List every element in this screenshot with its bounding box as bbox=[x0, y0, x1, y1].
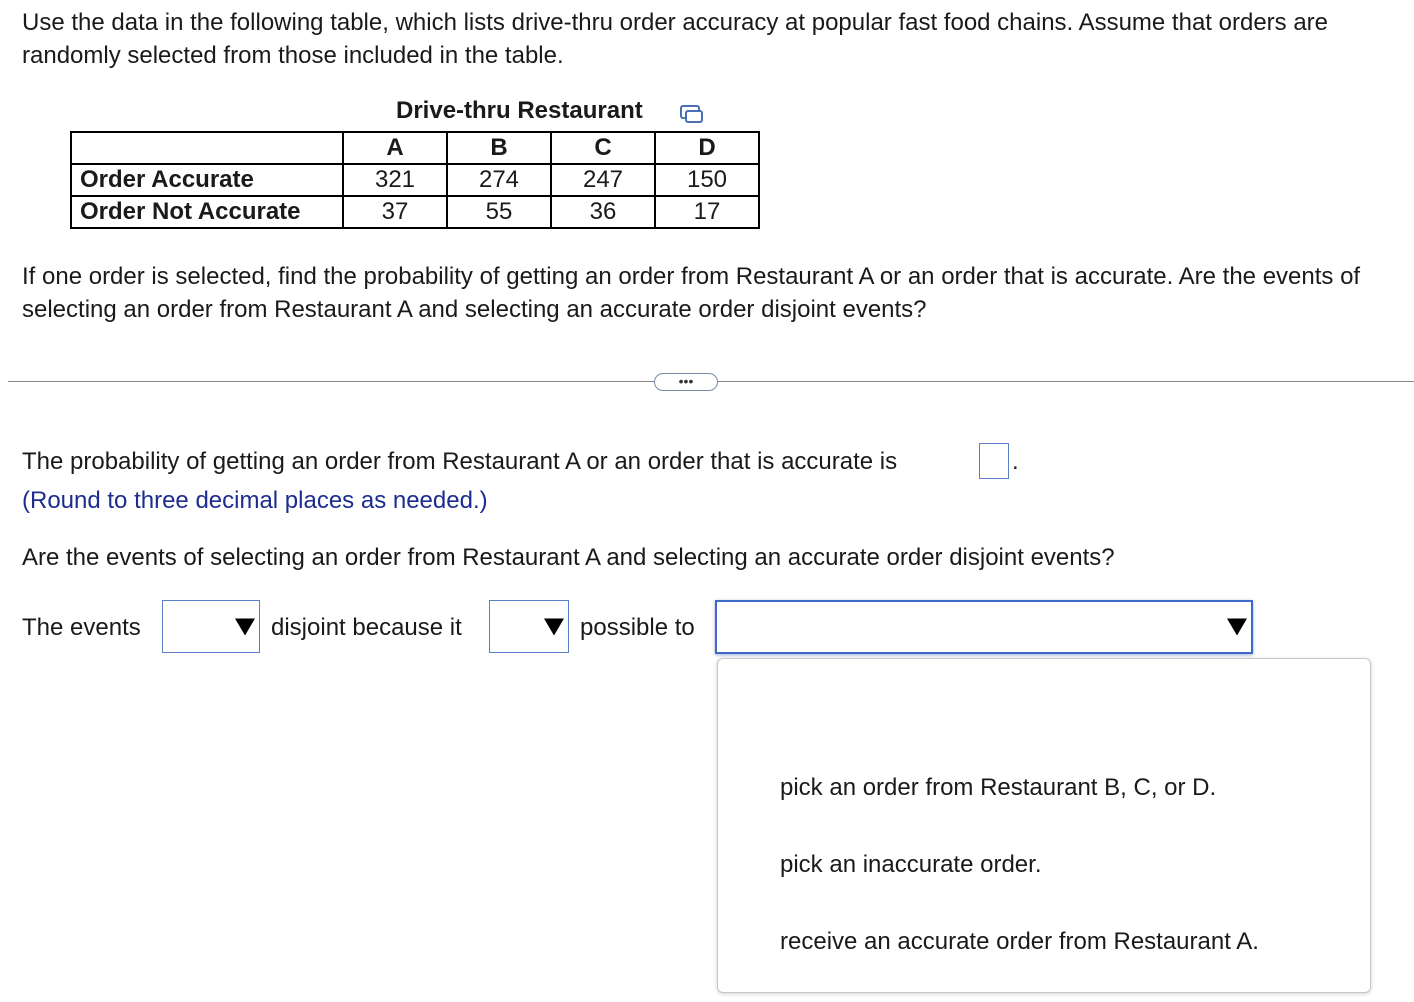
disjoint-question: Are the events of selecting an order from Restaurant A and selecting an accurate order disjoint events? bbox=[22, 544, 1115, 571]
table-cell: 150 bbox=[655, 164, 759, 196]
table-cell: 321 bbox=[343, 164, 447, 196]
row-label-not-accurate: Order Not Accurate bbox=[71, 196, 343, 228]
possible-to-label: possible to bbox=[580, 614, 695, 641]
probability-prompt: The probability of getting an order from Restaurant A or an order that is accurate is bbox=[22, 448, 898, 475]
disjoint-because-label: disjoint because it bbox=[271, 614, 462, 641]
more-options-button[interactable]: ••• bbox=[654, 373, 718, 391]
copy-table-icon[interactable] bbox=[679, 103, 705, 125]
table-cell: 36 bbox=[551, 196, 655, 228]
table-cell: 37 bbox=[343, 196, 447, 228]
table-title: Drive-thru Restaurant bbox=[396, 97, 643, 124]
column-header-a: A bbox=[343, 132, 447, 164]
probability-answer-input[interactable] bbox=[979, 443, 1009, 479]
intro-text: Use the data in the following table, which lists drive-thru order accuracy at popular fast food chains. Assume that orders are randomly selected from those included in the table. bbox=[22, 9, 1329, 69]
reason-dropdown-menu bbox=[717, 658, 1371, 993]
dropdown-arrow-icon bbox=[1227, 619, 1247, 636]
data-table bbox=[70, 131, 760, 229]
table-corner-cell bbox=[71, 132, 343, 164]
dropdown-option[interactable]: pick an order from Restaurant B, C, or D. bbox=[780, 774, 1217, 801]
table-cell: 55 bbox=[447, 196, 551, 228]
are-are-not-dropdown[interactable] bbox=[162, 600, 260, 653]
dropdown-arrow-icon bbox=[235, 618, 255, 635]
question-text: If one order is selected, find the probability of getting an order from Restaurant A or an order that is accurate. Are the events of selecting an order from Restaurant A and selecting an accurate order disjoint events? bbox=[22, 263, 1361, 323]
table-header-row bbox=[71, 132, 759, 164]
table-row bbox=[71, 164, 759, 196]
table-cell: 247 bbox=[551, 164, 655, 196]
rounding-hint: (Round to three decimal places as needed.) bbox=[22, 487, 488, 514]
row-label-accurate: Order Accurate bbox=[71, 164, 343, 196]
reason-dropdown[interactable] bbox=[715, 600, 1253, 654]
column-header-c: C bbox=[551, 132, 655, 164]
column-header-d: D bbox=[655, 132, 759, 164]
is-is-not-dropdown[interactable] bbox=[489, 600, 569, 653]
events-label: The events bbox=[22, 614, 141, 641]
table-row bbox=[71, 196, 759, 228]
dropdown-option[interactable]: receive an accurate order from Restaurant A. bbox=[780, 928, 1259, 955]
table-cell: 17 bbox=[655, 196, 759, 228]
period: . bbox=[1012, 448, 1019, 475]
dropdown-option[interactable]: pick an inaccurate order. bbox=[780, 851, 1042, 878]
column-header-b: B bbox=[447, 132, 551, 164]
dropdown-arrow-icon bbox=[544, 618, 564, 635]
table-cell: 274 bbox=[447, 164, 551, 196]
